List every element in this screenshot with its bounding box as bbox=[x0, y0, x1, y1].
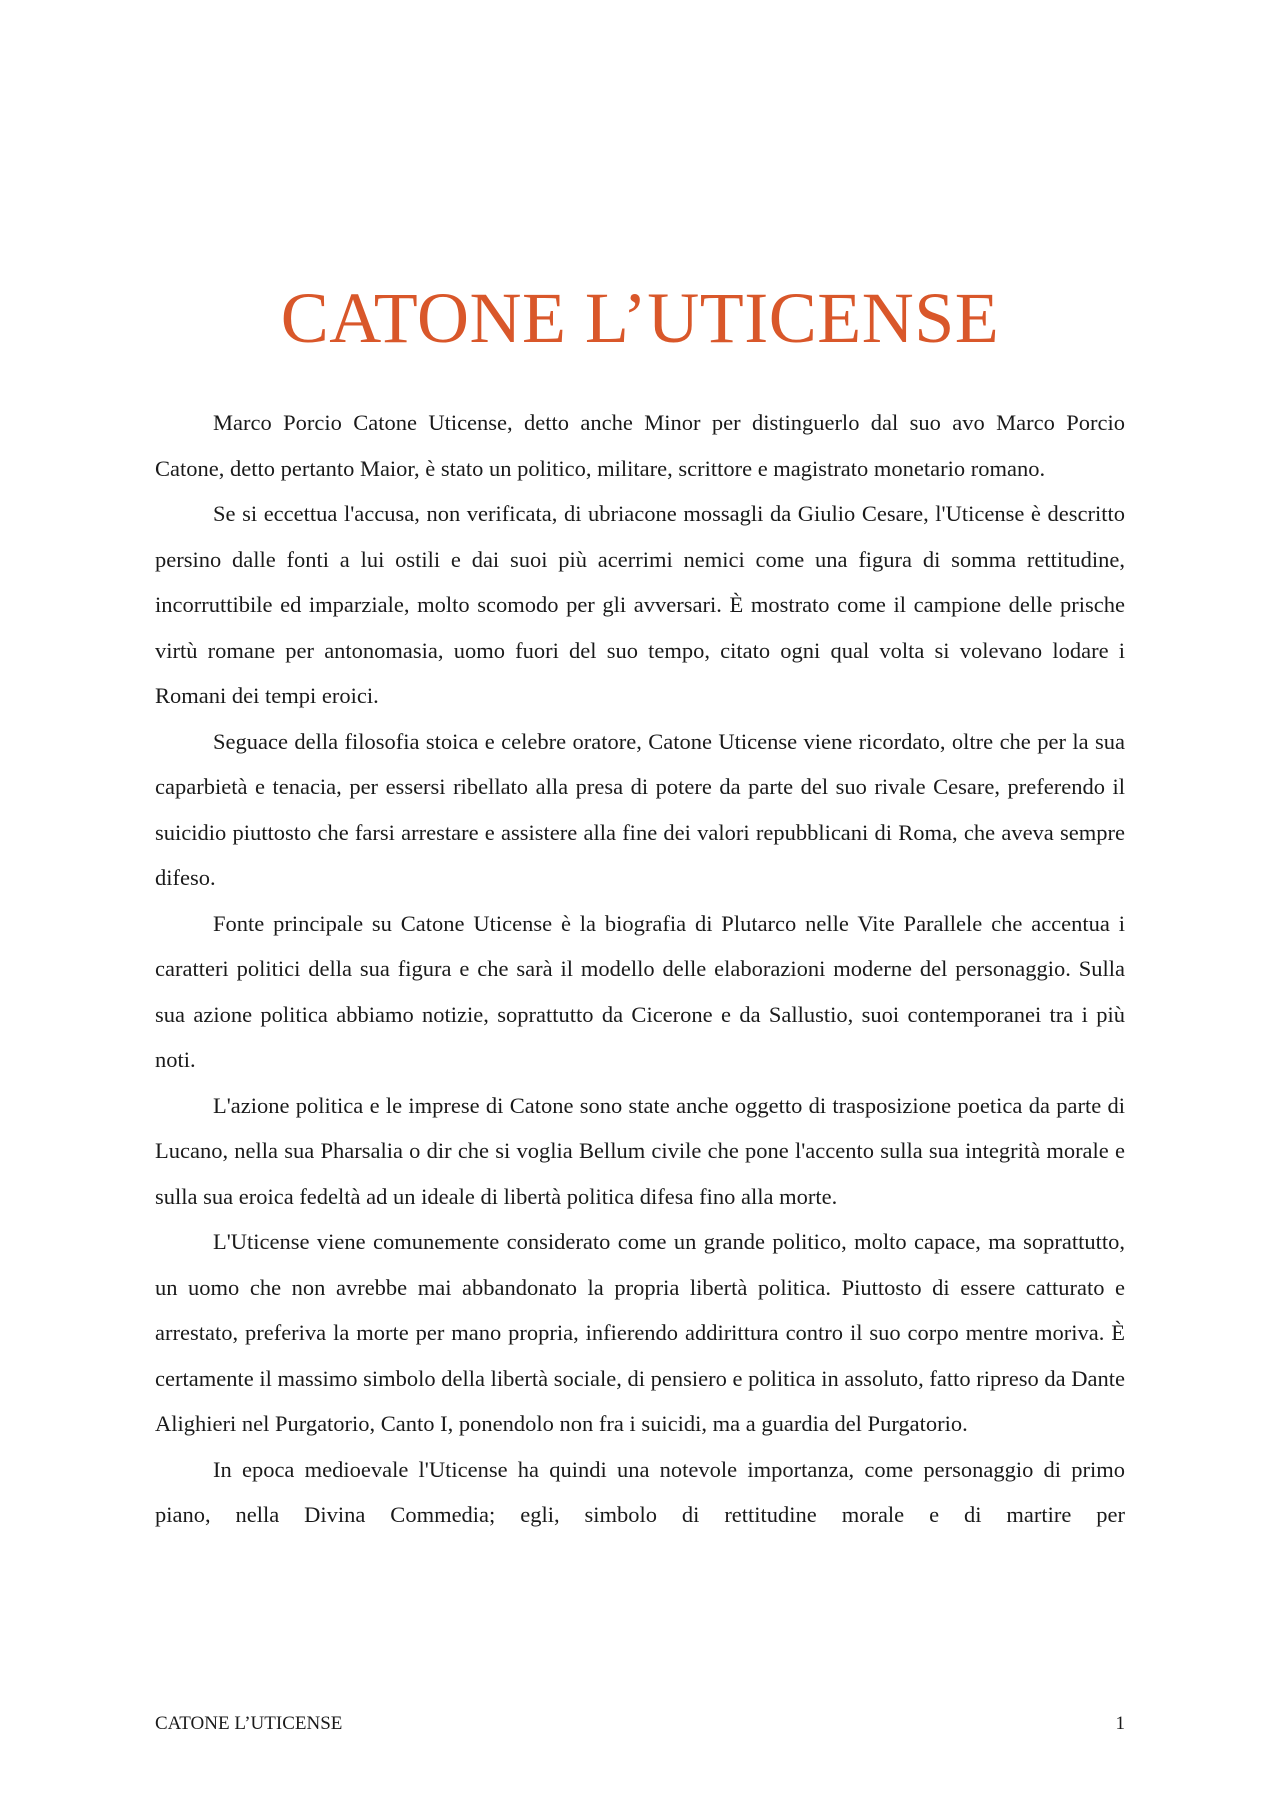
page-footer bbox=[155, 1712, 1125, 1736]
page-title: CATONE L’UTICENSE bbox=[280, 278, 1000, 358]
paragraph: L'azione politica e le imprese di Catone sono state anche oggetto di trasposizione poetica da parte di Lucano, nella sua Pharsalia o dir che si voglia Bellum civile che pone l'accento sulla sua integrità morale e sulla sua eroica fedeltà ad un ideale di libertà politica difesa fino alla morte. bbox=[155, 1092, 1125, 1209]
paragraph: Se si eccettua l'accusa, non verificata, di ubriacone mossagli da Giulio Cesare, l'Uticense è descritto persino dalle fonti a lui ostili e dai suoi più acerrimi nemici come una figura di somma rettitudine, incorruttibile ed imparziale, molto scomodo per gli avversari. È mostrato come il campione delle prische virtù romane per antonomasia, uomo fuori del suo tempo, citato ogni qual volta si volevano lodare i Romani dei tempi eroici. bbox=[155, 501, 1125, 708]
paragraph: Fonte principale su Catone Uticense è la biografia di Plutarco nelle Vite Parallele che accentua i caratteri politici della sua figura e che sarà il modello delle elaborazioni moderne del personaggio. Sulla sua azione politica abbiamo notizie, soprattutto da Cicerone e da Sallustio, suoi contemporanei tra i più noti. bbox=[155, 910, 1125, 1072]
page-number: 1 bbox=[1115, 1713, 1125, 1734]
paragraph: Seguace della filosofia stoica e celebre oratore, Catone Uticense viene ricordato, oltre che per la sua caparbietà e tenacia, per essersi ribellato alla presa di potere da parte del suo rivale Cesare, preferendo il suicidio piuttosto che farsi arrestare e assistere alla fine dei valori repubblicani di Roma, che aveva sempre difeso. bbox=[155, 728, 1125, 890]
paragraph: Marco Porcio Catone Uticense, detto anche Minor per distinguerlo dal suo avo Marco Porcio Catone, detto pertanto Maior, è stato un politico, militare, scrittore e magistrato monetario romano. bbox=[155, 410, 1125, 481]
paragraph: L'Uticense viene comunemente considerato come un grande politico, molto capace, ma soprattutto, un uomo che non avrebbe mai abbandonato la propria libertà politica. Piuttosto di essere catturato e arrestato, preferiva la morte per mano propria, infierendo addirittura contro il suo corpo mentre moriva. È certamente il massimo simbolo della libertà sociale, di pensiero e politica in assoluto, fatto ripreso da Dante Alighieri nel Purgatorio, Canto I, ponendolo non fra i suicidi, ma a guardia del Purgatorio. bbox=[155, 1229, 1125, 1436]
body-text bbox=[155, 400, 1125, 1538]
footer-running-title: CATONE L’UTICENSE bbox=[155, 1713, 343, 1734]
paragraph: In epoca medioevale l'Uticense ha quindi una notevole importanza, come personaggio di primo piano, nella Divina Commedia; egli, simbolo di rettitudine morale e di martire per bbox=[155, 1456, 1125, 1527]
